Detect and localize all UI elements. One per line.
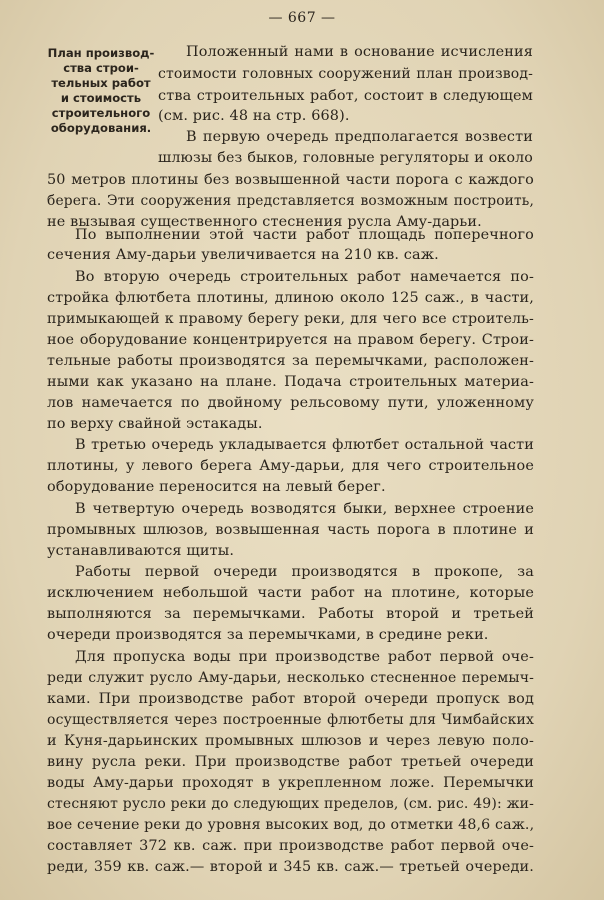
text-line: составляет 372 кв. саж. при производстве работ первой оче- [47, 838, 534, 854]
margin-note-line: строительного [51, 106, 151, 120]
text-line: (см. рис. 48 на стр. 668). [158, 108, 350, 124]
text-line: воды Аму-дарьи проходят в укрепленном ложе. Перемычки [47, 775, 534, 791]
margin-note [44, 46, 158, 136]
text-line: выполняются за перемычками. Работы второй и третьей [47, 606, 534, 622]
text-line: По выполнении этой части работ площадь поперечного [75, 227, 534, 243]
text-line: шлюзы без быков, головные регуляторы и около [158, 150, 533, 166]
text-line: очереди производятся за перемычками, в средине реки. [47, 627, 489, 643]
margin-note-line: и стоимость [60, 91, 142, 105]
text-line: осуществляется через построенные флютбеты для Чимбайских [47, 712, 534, 728]
text-line: ное оборудование концентрируется на правом берегу. Строи- [47, 332, 534, 348]
text-line: Для пропуска воды при производстве работ первой оче- [75, 649, 534, 665]
text-line: устанавливаются щиты. [47, 543, 235, 559]
text-line: Во вторую очередь строительных работ намечается по- [75, 269, 534, 285]
text-line: стоимости головных сооружений план производ- [158, 66, 533, 82]
text-line: вину русла реки. При производстве работ третьей очереди [47, 754, 534, 770]
text-line: промывных шлюзов, возвышенная часть порога в плотине и [47, 522, 534, 538]
margin-note-line: ства строи- [63, 61, 139, 75]
text-line: исключением небольшой части работ на плотине, которые [47, 585, 534, 601]
text-line: Положенный нами в основание исчисления [186, 44, 533, 60]
text-line: реди служит русло Аму-дарьи, несколько стесненное перемыч- [47, 670, 534, 686]
text-line: ками. При производстве работ второй очереди пропуск вод [47, 691, 534, 707]
text-line: В четвертую очередь возводятся быки, верхнее строение [75, 501, 534, 517]
page-number: — 667 — [268, 10, 336, 26]
text-line: сечения Аму-дарьи увеличивается на 210 кв. саж. [47, 247, 439, 263]
text-line: В третью очередь укладывается флютбет остальной части [75, 437, 534, 453]
text-line: и Куня-дарьинских промывных шлюзов и через левую поло- [47, 733, 534, 749]
text-line: В первую очередь предполагается возвести [186, 129, 533, 145]
text-line: тельные работы производятся за перемычками, расположен- [47, 353, 534, 369]
margin-note-line: План производ- [47, 46, 155, 60]
text-line: стесняют русло реки до следующих пределов, (см. рис. 49): жи- [47, 796, 534, 812]
text-line: ства строительных работ, состоит в следующем [158, 88, 533, 104]
text-line: вое сечение реки до уровня высоких вод, до отметки 48,6 саж., [47, 817, 534, 833]
text-line: примыкающей к правому берегу реки, для чего все строитель- [47, 311, 534, 327]
text-line: лов намечается по двойному рельсовому пути, уложенному [47, 395, 534, 411]
text-line: оборудование переносится на левый берег. [47, 479, 386, 495]
text-line: по верху свайной эстакады. [47, 416, 263, 432]
text-line: реди, 359 кв. саж.— второй и 345 кв. саж.— третьей очереди. [47, 859, 534, 875]
text-line: плотины, у левого берега Аму-дарьи, для чего строительное [47, 458, 534, 474]
text-line: ными как указано на плане. Подача строительных материа- [47, 374, 534, 390]
text-line: берега. Эти сооружения представляется возможным построить, [47, 193, 534, 209]
text-line: 50 метров плотины без возвышенной части порога с каждого [47, 172, 534, 188]
margin-note-line: тельных работ [51, 76, 151, 90]
text-line: не вызывая существенного стеснения русла Аму-дарьи. [47, 214, 482, 230]
margin-note-line: оборудования. [50, 121, 152, 135]
text-line: Работы первой очереди производятся в прокопе, за [75, 564, 534, 580]
text-line: стройка флютбета плотины, длиною около 125 саж., в части, [47, 290, 534, 306]
